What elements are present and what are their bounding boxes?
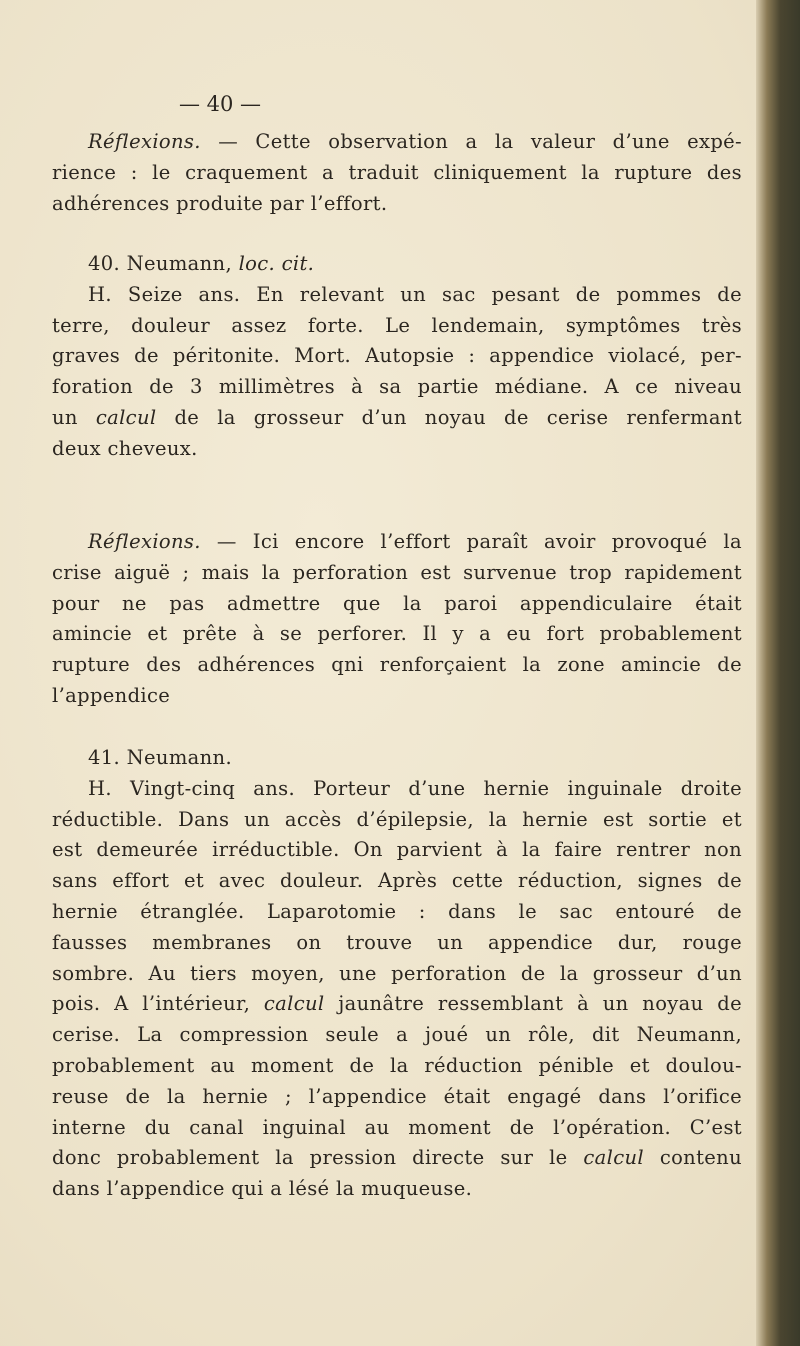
text-run: — Ici encore l’effort paraît avoir provoqué la <box>216 530 742 553</box>
italic-term: calcul <box>583 1146 644 1170</box>
citation: loc. cit. <box>238 252 315 275</box>
text-line: est demeurée irréductible. On parvient à la faire rentrer non <box>52 838 742 862</box>
text-line: H. Vingt-cinq ans. Porteur d’une hernie inguinale droite <box>88 776 742 800</box>
reflexions-label: Réflexions. <box>88 130 201 153</box>
text-line: pour ne pas admettre que la paroi appendiculaire était <box>52 591 742 615</box>
text-line: sombre. Au tiers moyen, une perforation de la grosseur d’un <box>52 961 742 985</box>
reflexions-paragraph-2 <box>52 527 742 712</box>
text-line: adhérences produite par l’effort. <box>52 191 388 215</box>
text-line: probablement au moment de la réduction pénible et doulou- <box>52 1053 742 1077</box>
reflexions-paragraph-1 <box>52 127 742 219</box>
text-line: interne du canal inguinal au moment de l’opération. C’est <box>52 1115 742 1139</box>
text-line: fausses membranes on trouve un appendice dur, rouge <box>52 930 742 954</box>
text-line <box>52 127 742 158</box>
case-41 <box>52 743 742 1205</box>
page-number: — 40 — <box>178 92 262 116</box>
text-line: hernie étranglée. Laparotomie : dans le sac entouré de <box>52 899 742 923</box>
text-run: pois. A l’intérieur, <box>52 992 251 1016</box>
text-line: dans l’appendice qui a lésé la muqueuse. <box>52 1177 473 1201</box>
case-40 <box>52 249 742 465</box>
text-run: — Cette observation a la valeur d’une expé- <box>218 130 742 153</box>
text-run: donc probablement la pression directe sur le <box>52 1146 568 1170</box>
text-line: sans effort et avec douleur. Après cette réduction, signes de <box>52 869 742 893</box>
text-line: rupture des adhérences qni renforçaient la zone amincie de <box>52 653 742 677</box>
italic-term: calcul <box>95 405 157 429</box>
text-line: reuse de la hernie ; l’appendice était engagé dans l’orifice <box>52 1084 742 1108</box>
text-line <box>52 989 742 1020</box>
text-run: jaunâtre ressemblant à un noyau de <box>338 992 742 1016</box>
reflexions-label: Réflexions. <box>88 530 201 553</box>
case-number: 40. Neumann, <box>88 252 233 275</box>
text-line: crise aiguë ; mais la perforation est survenue trop rapidement <box>52 560 742 584</box>
text-line: graves de péritonite. Mort. Autopsie : appendice violacé, per- <box>52 344 742 368</box>
text-line: deux cheveux. <box>52 436 198 460</box>
text-line: terre, douleur assez forte. Le lendemain, symptômes très <box>52 313 742 337</box>
text-run: de la grosseur d’un noyau de cerise renfermant <box>174 405 742 429</box>
binding-edge <box>756 0 800 1346</box>
text-line: foration de 3 millimètres à sa partie médiane. A ce niveau <box>52 375 742 399</box>
text-line <box>52 403 742 434</box>
text-line: réductible. Dans un accès d’épilepsie, la hernie est sortie et <box>52 807 742 831</box>
text-line: H. Seize ans. En relevant un sac pesant de pommes de <box>88 282 742 306</box>
text-line: rience : le craquement a traduit cliniquement la rupture des <box>52 160 742 184</box>
case-heading <box>52 249 742 280</box>
text-line <box>52 527 742 558</box>
text-line: cerise. La compression seule a joué un rôle, dit Neumann, <box>52 1023 742 1047</box>
text-line: amincie et prête à se perforer. Il y a eu fort probablement <box>52 622 742 646</box>
text-line: l’appendice <box>52 683 171 707</box>
italic-term: calcul <box>263 992 325 1016</box>
text-run: contenu <box>659 1146 742 1170</box>
text-line <box>52 1143 742 1174</box>
text-run: un <box>52 405 78 429</box>
case-heading: 41. Neumann. <box>88 746 233 769</box>
